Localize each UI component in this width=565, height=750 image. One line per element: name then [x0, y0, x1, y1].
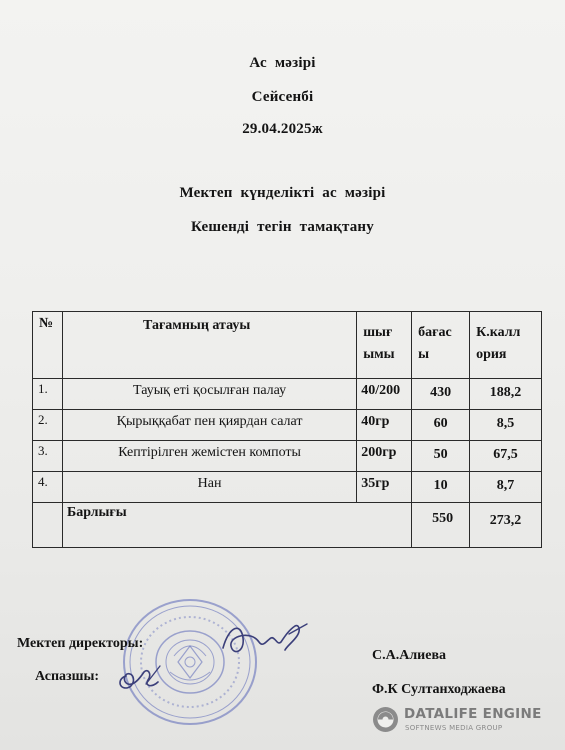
- row-number: 2.: [33, 410, 63, 441]
- dish-calories: 67,5: [470, 441, 542, 472]
- row-number: 3.: [33, 441, 63, 472]
- dish-name: Нан: [62, 472, 356, 503]
- column-header-yield: [357, 312, 412, 379]
- dish-name: Қырыққабат пен қиярдан салат: [62, 410, 356, 441]
- dish-name: Тауық еті қосылған палау: [62, 379, 356, 410]
- table-row: [33, 410, 542, 441]
- total-row: [33, 503, 542, 548]
- menu-date: 29.04.2025ж: [242, 121, 323, 137]
- total-price: 550: [412, 503, 470, 548]
- total-empty-cell: [33, 503, 63, 548]
- cook-name: Ф.К Султанходжаева: [372, 682, 506, 697]
- column-header-price-part1: бағас: [418, 325, 452, 340]
- total-calories: 273,2: [470, 503, 542, 548]
- column-header-yield-part1: шығ: [363, 325, 393, 340]
- table-row: [33, 379, 542, 410]
- column-header-dish: Тағамның атауы: [62, 312, 356, 379]
- dish-price: 430: [412, 379, 470, 410]
- dish-yield: 40гр: [357, 410, 412, 441]
- column-header-calories: [470, 312, 542, 379]
- column-header-number: №: [33, 312, 63, 379]
- director-name: С.А.Алиева: [372, 648, 447, 663]
- cook-signature: [112, 656, 172, 696]
- dish-price: 60: [412, 410, 470, 441]
- watermark: [372, 705, 547, 737]
- column-header-yield-part2: ымы: [363, 347, 395, 362]
- dish-name: Кептірілген жемістен компоты: [62, 441, 356, 472]
- column-header-price-part2: ы: [418, 347, 430, 362]
- watermark-title: DATALIFE ENGINE: [404, 706, 542, 722]
- table-row: [33, 472, 542, 503]
- menu-table: [32, 311, 542, 548]
- menu-subtitle: Мектеп күнделікті ас мәзірі: [179, 185, 386, 201]
- dish-yield: 200гр: [357, 441, 412, 472]
- column-header-calories-part2: ория: [476, 347, 507, 362]
- dish-calories: 8,5: [470, 410, 542, 441]
- table-row: [33, 441, 542, 472]
- column-header-price: [412, 312, 470, 379]
- row-number: 1.: [33, 379, 63, 410]
- director-label: Мектеп директоры:: [17, 636, 144, 651]
- datalife-logo-icon: [372, 706, 399, 733]
- dish-yield: 40/200: [357, 379, 412, 410]
- dish-calories: 8,7: [470, 472, 542, 503]
- menu-program: Кешенді тегін тамақтану: [191, 219, 374, 235]
- dish-yield: 35гр: [357, 472, 412, 503]
- cook-label: Аспазшы:: [35, 669, 100, 684]
- watermark-subtitle: SOFTNEWS MEDIA GROUP: [405, 724, 503, 732]
- weekday: Сейсенбі: [251, 89, 314, 105]
- director-signature: [215, 612, 315, 662]
- column-header-calories-part1: К.калл: [476, 325, 521, 340]
- dish-calories: 188,2: [470, 379, 542, 410]
- dish-price: 10: [412, 472, 470, 503]
- table-header-row: [33, 312, 542, 379]
- row-number: 4.: [33, 472, 63, 503]
- dish-price: 50: [412, 441, 470, 472]
- total-label: Барлығы: [62, 503, 411, 548]
- menu-title: Ас мәзірі: [249, 55, 316, 71]
